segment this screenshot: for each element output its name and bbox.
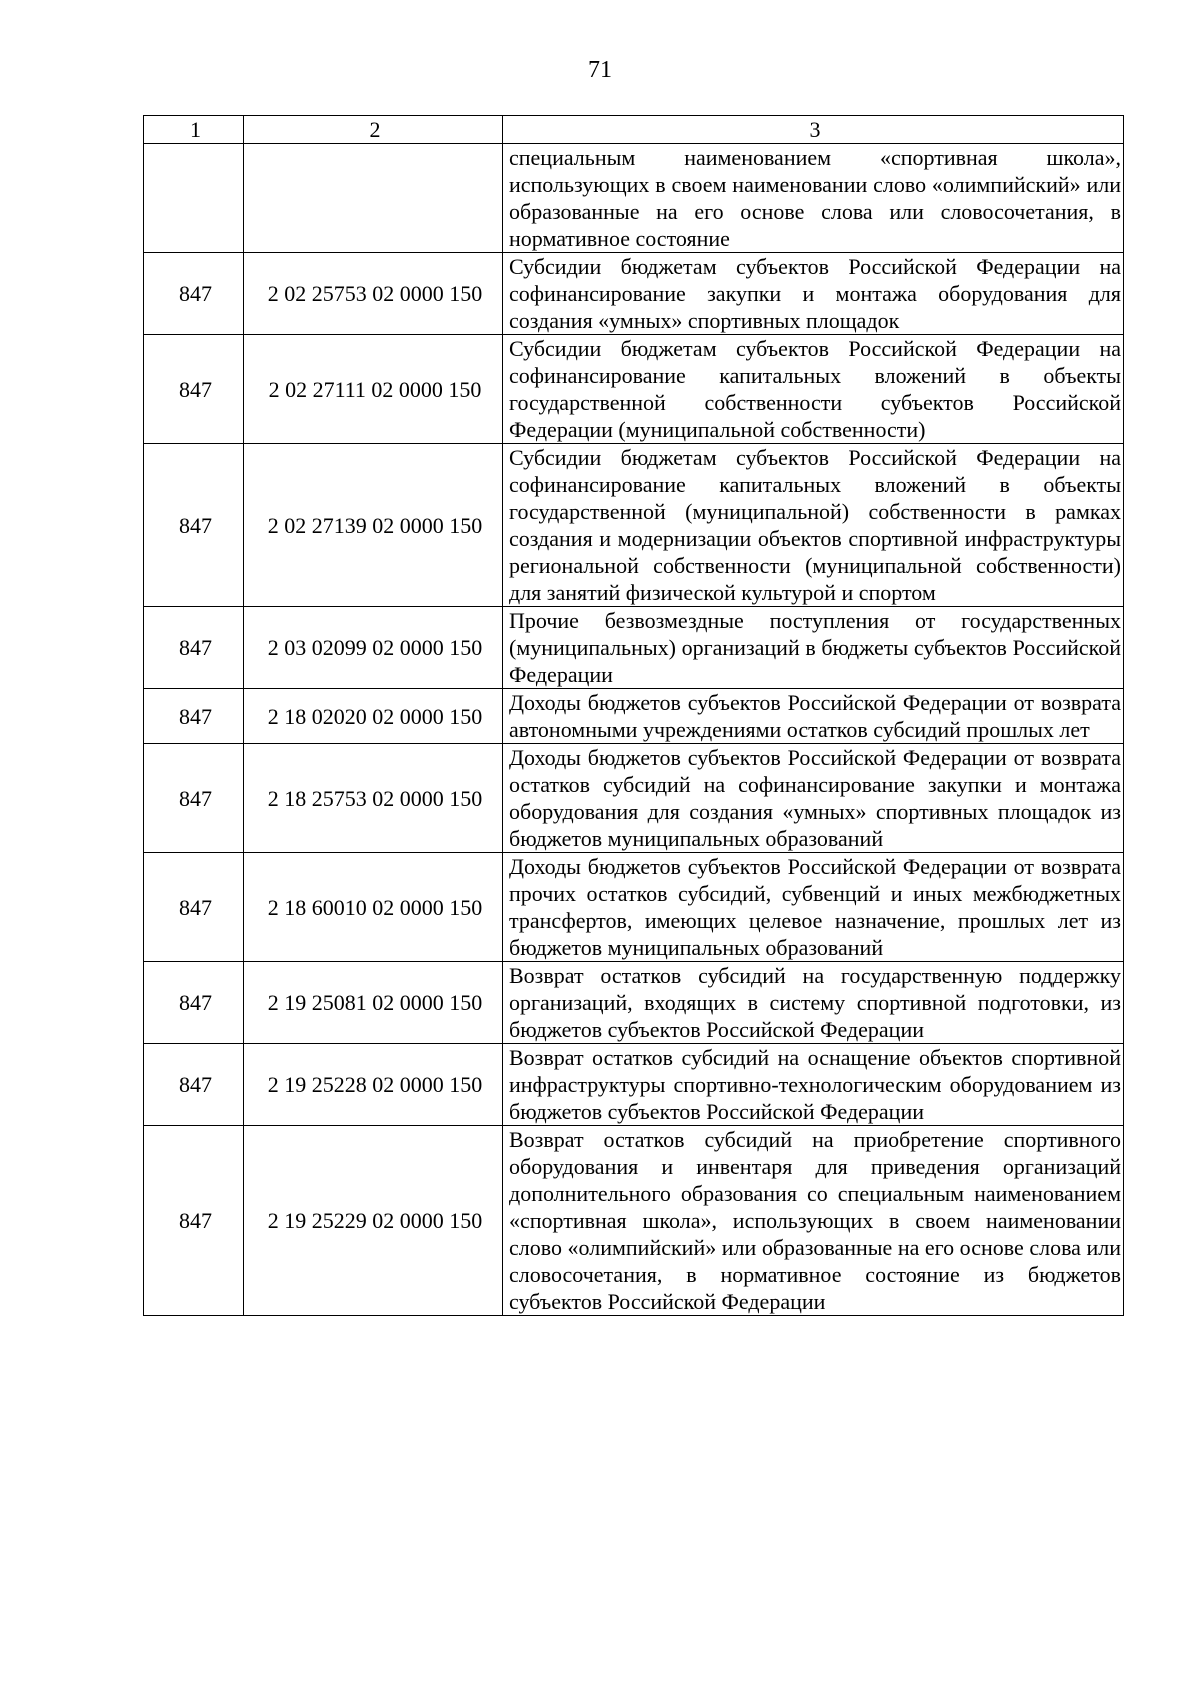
budget-income-table [143, 115, 1124, 1316]
income-code-cell: 2 18 60010 02 0000 150 [244, 853, 503, 962]
description-cell: Доходы бюджетов субъектов Российской Федерации от возврата остатков субсидий на софинансирование закупки и монтажа оборудования для создания «умных» спортивных площадок из бюджетов муниципальных образований [503, 744, 1124, 853]
table-row [144, 962, 1124, 1044]
description-cell: Возврат остатков субсидий на государственную поддержку организаций, входящих в систему спортивной подготовки, из бюджетов субъектов Российской Федерации [503, 962, 1124, 1044]
description-cell: Доходы бюджетов субъектов Российской Федерации от возврата автономными учреждениями остатков субсидий прошлых лет [503, 689, 1124, 744]
admin-code-cell: 847 [144, 335, 244, 444]
table-row [144, 689, 1124, 744]
table-row [144, 444, 1124, 607]
table-row [144, 144, 1124, 253]
description-cell: Субсидии бюджетам субъектов Российской Федерации на софинансирование капитальных вложений в объекты государственной собственности субъектов Российской Федерации (муниципальной собственности) [503, 335, 1124, 444]
income-code-cell: 2 19 25081 02 0000 150 [244, 962, 503, 1044]
income-code-cell: 2 19 25229 02 0000 150 [244, 1126, 503, 1316]
description-cell: Доходы бюджетов субъектов Российской Федерации от возврата прочих остатков субсидий, субвенций и иных межбюджетных трансфертов, имеющих целевое назначение, прошлых лет из бюджетов муниципальных образований [503, 853, 1124, 962]
admin-code-cell: 847 [144, 689, 244, 744]
table-row [144, 744, 1124, 853]
admin-code-cell: 847 [144, 744, 244, 853]
table-row [144, 335, 1124, 444]
description-cell: Субсидии бюджетам субъектов Российской Федерации на софинансирование закупки и монтажа оборудования для создания «умных» спортивных площадок [503, 253, 1124, 335]
income-code-cell: 2 19 25228 02 0000 150 [244, 1044, 503, 1126]
column-header-3: 3 [503, 116, 1124, 144]
table-header-row [144, 116, 1124, 144]
income-code-cell: 2 18 02020 02 0000 150 [244, 689, 503, 744]
income-code-cell: 2 02 25753 02 0000 150 [244, 253, 503, 335]
admin-code-cell: 847 [144, 1126, 244, 1316]
income-code-cell [244, 144, 503, 253]
income-code-cell: 2 03 02099 02 0000 150 [244, 607, 503, 689]
table-row [144, 253, 1124, 335]
admin-code-cell: 847 [144, 607, 244, 689]
admin-code-cell: 847 [144, 444, 244, 607]
description-cell: Прочие безвозмездные поступления от государственных (муниципальных) организаций в бюджеты субъектов Российской Федерации [503, 607, 1124, 689]
admin-code-cell [144, 144, 244, 253]
table-row [144, 1126, 1124, 1316]
table-row [144, 853, 1124, 962]
admin-code-cell: 847 [144, 962, 244, 1044]
description-cell: Возврат остатков субсидий на оснащение объектов спортивной инфраструктуры спортивно-технологическим оборудованием из бюджетов субъектов Российской Федерации [503, 1044, 1124, 1126]
table-row [144, 1044, 1124, 1126]
column-header-2: 2 [244, 116, 503, 144]
description-cell: специальным наименованием «спортивная школа», использующих в своем наименовании слово «олимпийский» или образованные на его основе слова или словосочетания, в нормативное состояние [503, 144, 1124, 253]
admin-code-cell: 847 [144, 1044, 244, 1126]
admin-code-cell: 847 [144, 253, 244, 335]
income-code-cell: 2 02 27111 02 0000 150 [244, 335, 503, 444]
income-code-cell: 2 02 27139 02 0000 150 [244, 444, 503, 607]
table-row [144, 607, 1124, 689]
description-cell: Субсидии бюджетам субъектов Российской Федерации на софинансирование капитальных вложений в объекты государственной (муниципальной) собственности в рамках создания и модернизации объектов спортивной инфраструктуры региональной собственности (муниципальной собственности) для занятий физической культурой и спортом [503, 444, 1124, 607]
page-number: 71 [588, 57, 612, 83]
column-header-1: 1 [144, 116, 244, 144]
income-code-cell: 2 18 25753 02 0000 150 [244, 744, 503, 853]
admin-code-cell: 847 [144, 853, 244, 962]
description-cell: Возврат остатков субсидий на приобретение спортивного оборудования и инвентаря для приведения организаций дополнительного образования со специальным наименованием «спортивная школа», использующих в своем наименовании слово «олимпийский» или образованные на его основе слова или словосочетания, в нормативное состояние из бюджетов субъектов Российской Федерации [503, 1126, 1124, 1316]
